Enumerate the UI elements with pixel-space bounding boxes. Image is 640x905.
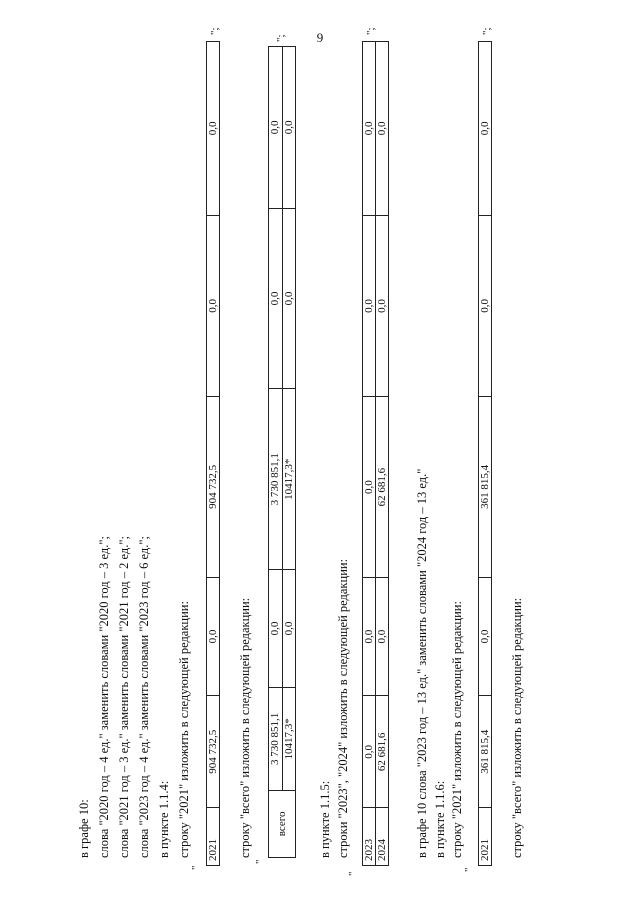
table-cell: 0,0 [269, 208, 283, 389]
table-cell: 0,0 [363, 215, 376, 396]
text-line: слова "2023 год – 4 ед." заменить словами "2023 год – 6 ед."; [137, 536, 151, 858]
table-cell: 904 732,5 [207, 397, 220, 578]
year-cell: 2023 [363, 808, 376, 866]
close-quote: "; [365, 27, 377, 35]
close-quote: "; [209, 27, 221, 35]
open-quote: " [190, 865, 202, 870]
table-2023-2024-115 [362, 41, 389, 866]
table-cell: 0,0 [207, 42, 220, 216]
table-cell: 0,0 [479, 215, 492, 396]
open-quote: " [463, 867, 475, 872]
table-row [282, 47, 296, 858]
text-line: строку "2021" изложить в следующей редакции: [450, 601, 464, 858]
table-cell: 0,0 [207, 215, 220, 396]
text-line: в графе 10: [77, 799, 91, 858]
table-cell: 10417,3* [282, 687, 296, 790]
table-cell: 0,0 [376, 577, 389, 695]
table-cell: 361 815,4 [479, 696, 492, 808]
table-cell: 0,0 [479, 42, 492, 216]
table-cell: 0,0 [363, 696, 376, 808]
table-cell: 10417,3* [282, 389, 296, 570]
text-line: строку "всего" изложить в следующей редакции: [238, 597, 252, 858]
table-2021-116 [478, 41, 492, 866]
text-line: в пункте 1.1.4: [157, 780, 171, 858]
text-line: в пункте 1.1.5: [318, 780, 332, 858]
table-cell: 3 730 851,1 [269, 687, 283, 790]
text-line: в пункте 1.1.6: [433, 780, 447, 858]
text-line: строку "2021" изложить в следующей редакции: [177, 601, 191, 858]
table-cell: 0,0 [376, 215, 389, 396]
table-row [376, 42, 389, 866]
table-cell: 62 681,6 [376, 397, 389, 578]
open-quote: " [347, 871, 359, 876]
close-quote: "; [275, 34, 287, 42]
table-row [363, 42, 376, 866]
label-cell: всего [269, 790, 296, 857]
table-cell: 0,0 [282, 208, 296, 389]
table-cell: 0,0 [207, 577, 220, 695]
table-cell: 361 815,4 [479, 397, 492, 578]
table-cell: 0,0 [269, 47, 283, 209]
open-quote: " [254, 859, 266, 864]
table-cell: 0,0 [282, 570, 296, 688]
table-cell: 0,0 [376, 42, 389, 216]
rotated-content [50, 27, 590, 876]
table-cell: 904 732,5 [207, 696, 220, 808]
table-cell: 3 730 851,1 [269, 389, 283, 570]
year-cell: 2024 [376, 808, 389, 866]
text-line: строку "всего" изложить в следующей редакции: [510, 597, 524, 858]
page-number: 9 [316, 30, 324, 45]
close-quote: "; [481, 27, 493, 35]
table-cell: 0,0 [363, 577, 376, 695]
table-row [269, 47, 283, 858]
table-cell: 0,0 [363, 397, 376, 578]
year-cell: 2021 [207, 808, 220, 866]
table-cell: 0,0 [363, 42, 376, 216]
text-line: слова "2021 год – 3 ед." заменить словами "2021 год – 2 ед."; [117, 536, 131, 858]
table-cell: 0,0 [269, 570, 283, 688]
table-cell: 0,0 [479, 577, 492, 695]
text-line: в графе 10 слова "2023 год – 13 ед." заменить словами "2024 год – 13 ед." [415, 468, 429, 858]
year-cell: 2021 [479, 808, 492, 866]
text-line: строки "2023", "2024" изложить в следующей редакции: [336, 558, 350, 858]
table-row [207, 42, 220, 866]
text-line: слова "2020 год – 4 ед." заменить словами "2020 год – 3 ед."; [97, 536, 111, 858]
table-cell: 0,0 [282, 47, 296, 209]
table-cell: 62 681,6 [376, 696, 389, 808]
table-row [479, 42, 492, 866]
table-vsego-114 [268, 46, 296, 858]
table-2021-114 [206, 41, 220, 866]
